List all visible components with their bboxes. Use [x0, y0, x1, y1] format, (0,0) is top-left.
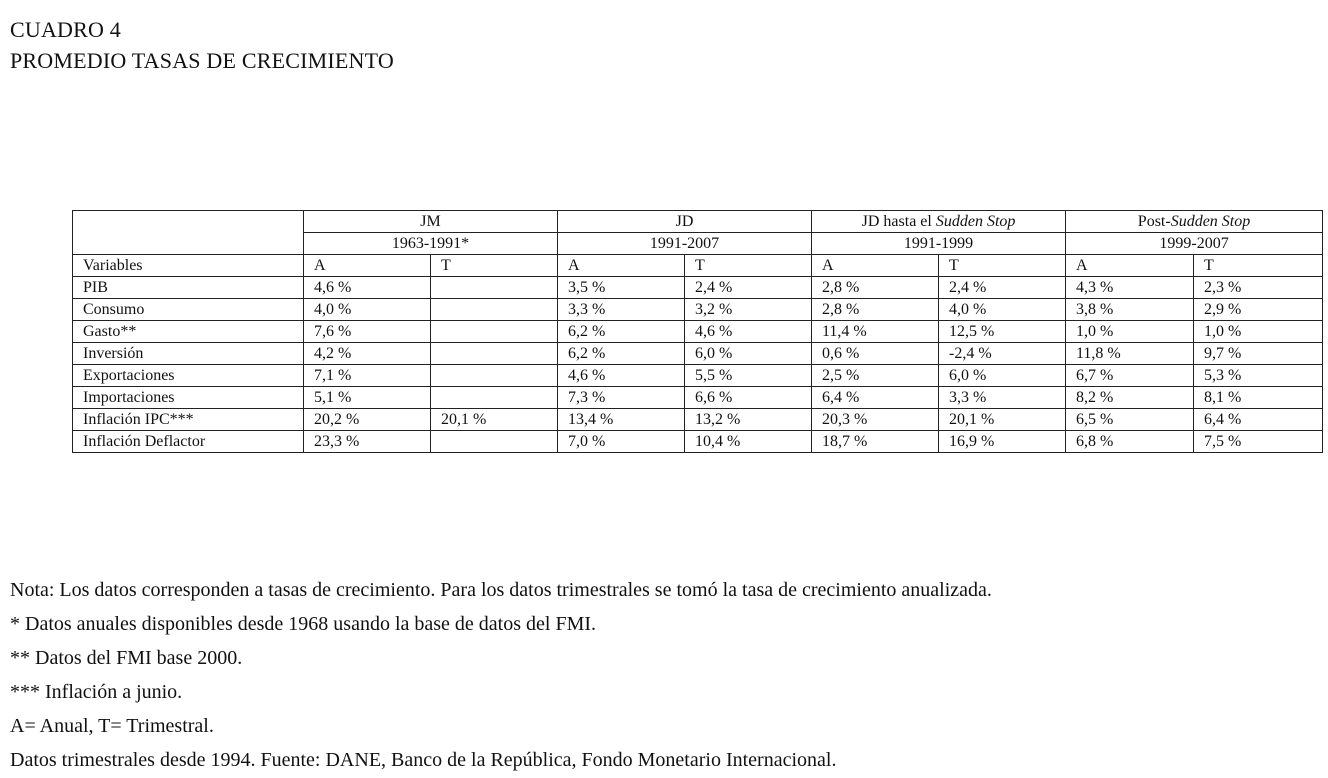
table-cell: 5,5 %: [685, 365, 812, 387]
table-cell: 3,5 %: [558, 277, 685, 299]
table-cell: 6,8 %: [1066, 431, 1194, 453]
table-cell: 20,1 %: [431, 409, 558, 431]
row-label: Inversión: [73, 343, 304, 365]
sub-header-cell: T: [939, 255, 1066, 277]
table-cell: 10,4 %: [685, 431, 812, 453]
table-cell: 5,1 %: [304, 387, 431, 409]
title-line-1: CUADRO 4: [10, 17, 121, 42]
table-cell: 11,8 %: [1066, 343, 1194, 365]
table-cell: 3,2 %: [685, 299, 812, 321]
table-row: [73, 343, 1323, 365]
table-cell: 4,6 %: [558, 365, 685, 387]
table-cell: 6,5 %: [1066, 409, 1194, 431]
table-cell: 3,3 %: [558, 299, 685, 321]
table-cell: 2,3 %: [1194, 277, 1323, 299]
table-cell: 23,3 %: [304, 431, 431, 453]
table-cell: 4,0 %: [939, 299, 1066, 321]
table-cell: 7,0 %: [558, 431, 685, 453]
sub-header-row: [73, 255, 1323, 277]
group-header-jm: [304, 211, 558, 233]
table-cell: 7,5 %: [1194, 431, 1323, 453]
years-post-sudden-stop: 1999-2007: [1066, 233, 1323, 255]
table-cell: [431, 277, 558, 299]
footnotes: [10, 573, 992, 777]
table-cell: 6,4 %: [1194, 409, 1323, 431]
years-jd-sudden-stop: 1991-1999: [812, 233, 1066, 255]
row-label: Consumo: [73, 299, 304, 321]
table-row: [73, 409, 1323, 431]
group-header-jd-sudden-stop: [812, 211, 1066, 233]
note-source: Datos trimestrales desde 1994. Fuente: DANE, Banco de la República, Fondo Monetario Internacional.: [10, 749, 837, 771]
table-row: [73, 321, 1323, 343]
table-cell: 4,6 %: [685, 321, 812, 343]
note-general: Nota: Los datos corresponden a tasas de crecimiento. Para los datos trimestrales se tomó la tasa de crecimiento anualizada.: [10, 579, 992, 601]
table-cell: [431, 365, 558, 387]
table-cell: 1,0 %: [1066, 321, 1194, 343]
group-label-italic: Sudden Stop: [935, 212, 1016, 230]
table-cell: 2,8 %: [812, 277, 939, 299]
table-cell: 3,8 %: [1066, 299, 1194, 321]
row-label: Importaciones: [73, 387, 304, 409]
years-jd: 1991-2007: [558, 233, 812, 255]
table-cell: 20,2 %: [304, 409, 431, 431]
table-cell: [431, 387, 558, 409]
group-label: JD: [675, 212, 694, 230]
sub-header-cell: A: [558, 255, 685, 277]
table-cell: -2,4 %: [939, 343, 1066, 365]
sub-header-cell: A: [304, 255, 431, 277]
table-cell: 11,4 %: [812, 321, 939, 343]
table-cell: 4,0 %: [304, 299, 431, 321]
row-label: Inflación Deflactor: [73, 431, 304, 453]
group-label: Post-: [1137, 212, 1171, 230]
table-cell: 8,2 %: [1066, 387, 1194, 409]
table-cell: 2,4 %: [939, 277, 1066, 299]
table-cell: [431, 299, 558, 321]
sub-header-cell: A: [1066, 255, 1194, 277]
table-cell: 2,4 %: [685, 277, 812, 299]
group-header-row: [73, 211, 1323, 233]
row-label: Gasto**: [73, 321, 304, 343]
table-row: [73, 365, 1323, 387]
table-cell: 6,0 %: [685, 343, 812, 365]
growth-rates-table: [72, 210, 1323, 453]
sub-header-cell: T: [1194, 255, 1323, 277]
table-row: [73, 299, 1323, 321]
table-row: [73, 387, 1323, 409]
table-cell: 7,1 %: [304, 365, 431, 387]
table-cell: 2,8 %: [812, 299, 939, 321]
table-cell: 4,6 %: [304, 277, 431, 299]
table-row: [73, 431, 1323, 453]
table-cell: 1,0 %: [1194, 321, 1323, 343]
row-label: Inflación IPC***: [73, 409, 304, 431]
table-cell: 3,3 %: [939, 387, 1066, 409]
group-label-italic: Sudden Stop: [1170, 212, 1251, 230]
table-cell: 2,5 %: [812, 365, 939, 387]
table-cell: 6,7 %: [1066, 365, 1194, 387]
table-cell: [431, 431, 558, 453]
years-jm: 1963-1991*: [304, 233, 558, 255]
table-cell: 13,2 %: [685, 409, 812, 431]
variables-header: Variables: [73, 255, 304, 277]
table-cell: 5,3 %: [1194, 365, 1323, 387]
table-cell: 13,4 %: [558, 409, 685, 431]
table-cell: 9,7 %: [1194, 343, 1323, 365]
group-label: JM: [420, 212, 441, 230]
sub-header-cell: T: [431, 255, 558, 277]
table-cell: 6,4 %: [812, 387, 939, 409]
table-row: [73, 277, 1323, 299]
table-cell: 0,6 %: [812, 343, 939, 365]
table-cell: 6,6 %: [685, 387, 812, 409]
table-cell: 6,0 %: [939, 365, 1066, 387]
table-cell: 8,1 %: [1194, 387, 1323, 409]
group-header-post-sudden-stop: [1066, 211, 1323, 233]
note-legend: A= Anual, T= Trimestral.: [10, 715, 214, 737]
table-cell: 2,9 %: [1194, 299, 1323, 321]
table-cell: 4,2 %: [304, 343, 431, 365]
sub-header-cell: T: [685, 255, 812, 277]
table-cell: [431, 343, 558, 365]
table-cell: 7,3 %: [558, 387, 685, 409]
table-cell: 20,3 %: [812, 409, 939, 431]
table-cell: [431, 321, 558, 343]
table-title: [10, 14, 394, 76]
header-corner: [73, 211, 304, 255]
group-label: JD hasta el: [861, 212, 936, 230]
table-cell: 4,3 %: [1066, 277, 1194, 299]
table-cell: 6,2 %: [558, 343, 685, 365]
table-cell: 20,1 %: [939, 409, 1066, 431]
table-cell: 12,5 %: [939, 321, 1066, 343]
row-label: PIB: [73, 277, 304, 299]
group-header-jd: [558, 211, 812, 233]
title-line-2: PROMEDIO TASAS DE CRECIMIENTO: [10, 48, 394, 73]
note-one-asterisk: * Datos anuales disponibles desde 1968 usando la base de datos del FMI.: [10, 613, 597, 635]
table-cell: 18,7 %: [812, 431, 939, 453]
table-cell: 7,6 %: [304, 321, 431, 343]
table-cell: 6,2 %: [558, 321, 685, 343]
row-label: Exportaciones: [73, 365, 304, 387]
table-cell: 16,9 %: [939, 431, 1066, 453]
note-two-asterisks: ** Datos del FMI base 2000.: [10, 647, 243, 669]
sub-header-cell: A: [812, 255, 939, 277]
note-three-asterisks: *** Inflación a junio.: [10, 681, 183, 703]
